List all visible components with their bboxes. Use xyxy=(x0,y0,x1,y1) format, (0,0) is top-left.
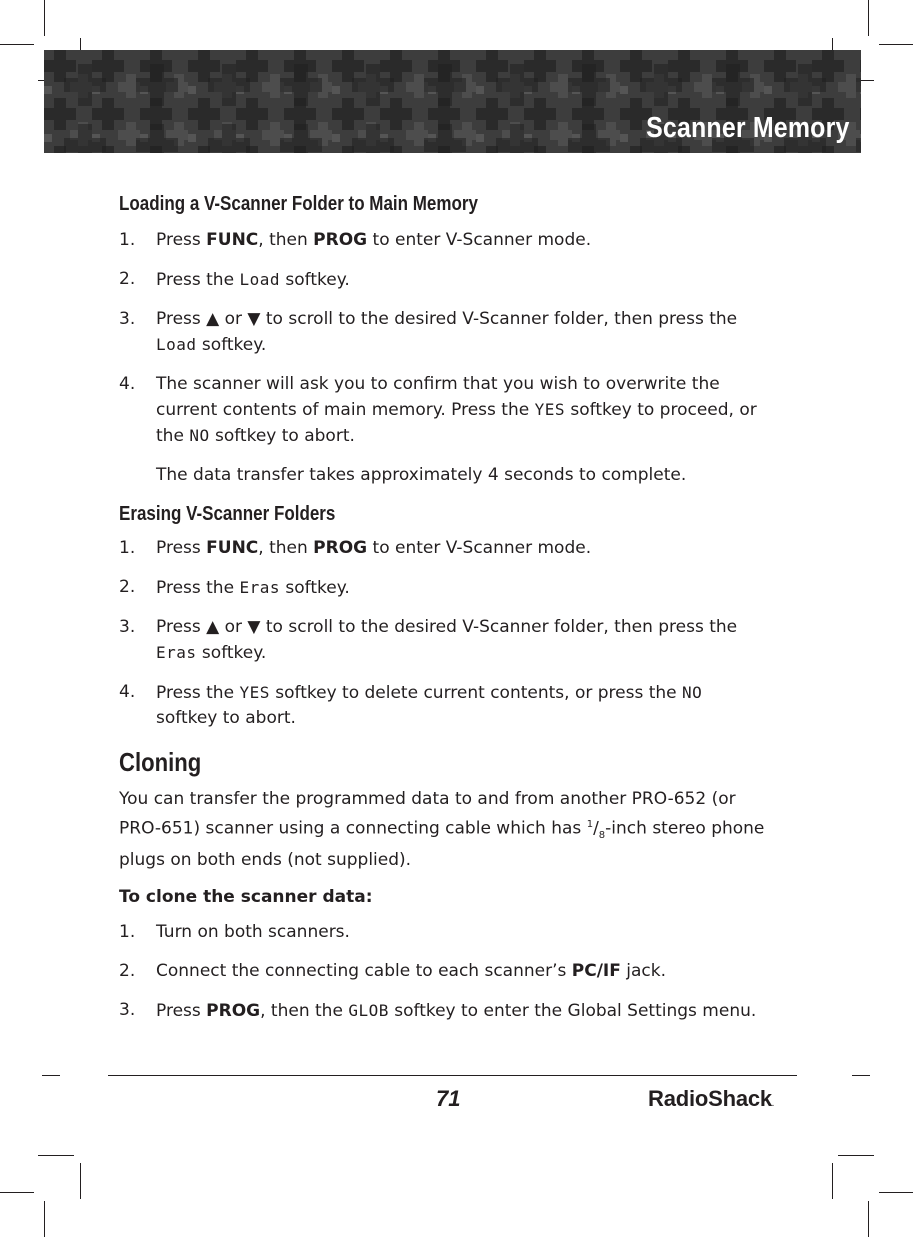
lcd-softkey-label: Load xyxy=(156,335,197,354)
lcd-softkey-label: Load xyxy=(239,270,280,289)
crop-mark xyxy=(868,1201,869,1237)
list-item: 2. Press the Eras softkey. xyxy=(119,577,350,598)
lcd-softkey-label: Eras xyxy=(239,578,280,597)
lcd-softkey-label: Eras xyxy=(156,643,197,662)
crop-mark xyxy=(38,1155,74,1156)
crop-mark xyxy=(80,1163,81,1199)
crop-mark xyxy=(0,1192,34,1193)
cloning-intro: You can transfer the programmed data to and from another PRO-652 (or PRO-651) scanner using a connecting cable which has $^1/_8$-inch stereo phone plugs on both ends (not supplied). xyxy=(119,789,765,871)
page-content xyxy=(119,190,769,1024)
list-item: 2. Press the Load softkey. xyxy=(119,269,350,290)
clone-subheading: To clone the scanner data: xyxy=(119,887,373,908)
cloning-steps xyxy=(119,920,769,1024)
lcd-softkey-label: YES xyxy=(534,400,566,419)
loading-steps xyxy=(119,228,769,449)
crop-mark xyxy=(44,0,45,36)
lcd-softkey-label: GLOB xyxy=(348,1001,389,1021)
list-item: 1. Press FUNC, then PROG to enter V-Scanner mode. xyxy=(119,538,592,558)
list-item: 4. Press the YES softkey to delete current contents, or press the NO softkey to abort. xyxy=(119,682,703,728)
crop-mark xyxy=(832,1163,833,1199)
lcd-softkey-label: NO xyxy=(682,683,703,702)
heading-cloning: Cloning xyxy=(119,747,202,777)
lcd-softkey-label: NO xyxy=(189,426,210,445)
list-item: 3. Press ▲ or ▼ to scroll to the desired V-Scanner folder, then press the Eras softkey. xyxy=(119,617,738,663)
footer-divider xyxy=(108,1075,797,1076)
page-section-title: Scanner Memory xyxy=(645,112,849,144)
list-item: 4. The scanner will ask you to confirm that you wish to overwrite the current contents of main memory. Press the YES softkey to proceed, or the NO softkey to abort. xyxy=(119,374,757,446)
list-item: 1. Press FUNC, then PROG to enter V-Scanner mode. xyxy=(119,230,592,250)
list-item: 2. Connect the connecting cable to each scanner’s PC/IF jack. xyxy=(119,961,666,982)
crop-mark xyxy=(879,44,913,45)
crop-mark xyxy=(42,1075,60,1076)
list-item: 1. Turn on both scanners. xyxy=(119,922,350,943)
erasing-steps xyxy=(119,536,769,731)
list-item: 3. Press PROG, then the GLOB softkey to enter the Global Settings menu. xyxy=(119,1000,757,1022)
heading-erasing: Erasing V-Scanner Folders xyxy=(119,503,336,525)
crop-mark xyxy=(868,0,869,36)
crop-mark xyxy=(852,1075,870,1076)
brand-logo: RadioShack. xyxy=(648,1086,774,1111)
crop-mark xyxy=(879,1192,913,1193)
heading-loading: Loading a V-Scanner Folder to Main Memory xyxy=(119,193,478,215)
crop-mark xyxy=(44,1201,45,1237)
page-number: 71 xyxy=(436,1086,461,1111)
crop-mark xyxy=(838,1155,874,1156)
list-item: 3. Press ▲ or ▼ to scroll to the desired V-Scanner folder, then press the Load softkey. xyxy=(119,309,738,355)
crop-mark xyxy=(0,44,34,45)
note-text: The data transfer takes approximately 4 seconds to complete. xyxy=(156,465,687,485)
lcd-softkey-label: YES xyxy=(239,683,270,702)
